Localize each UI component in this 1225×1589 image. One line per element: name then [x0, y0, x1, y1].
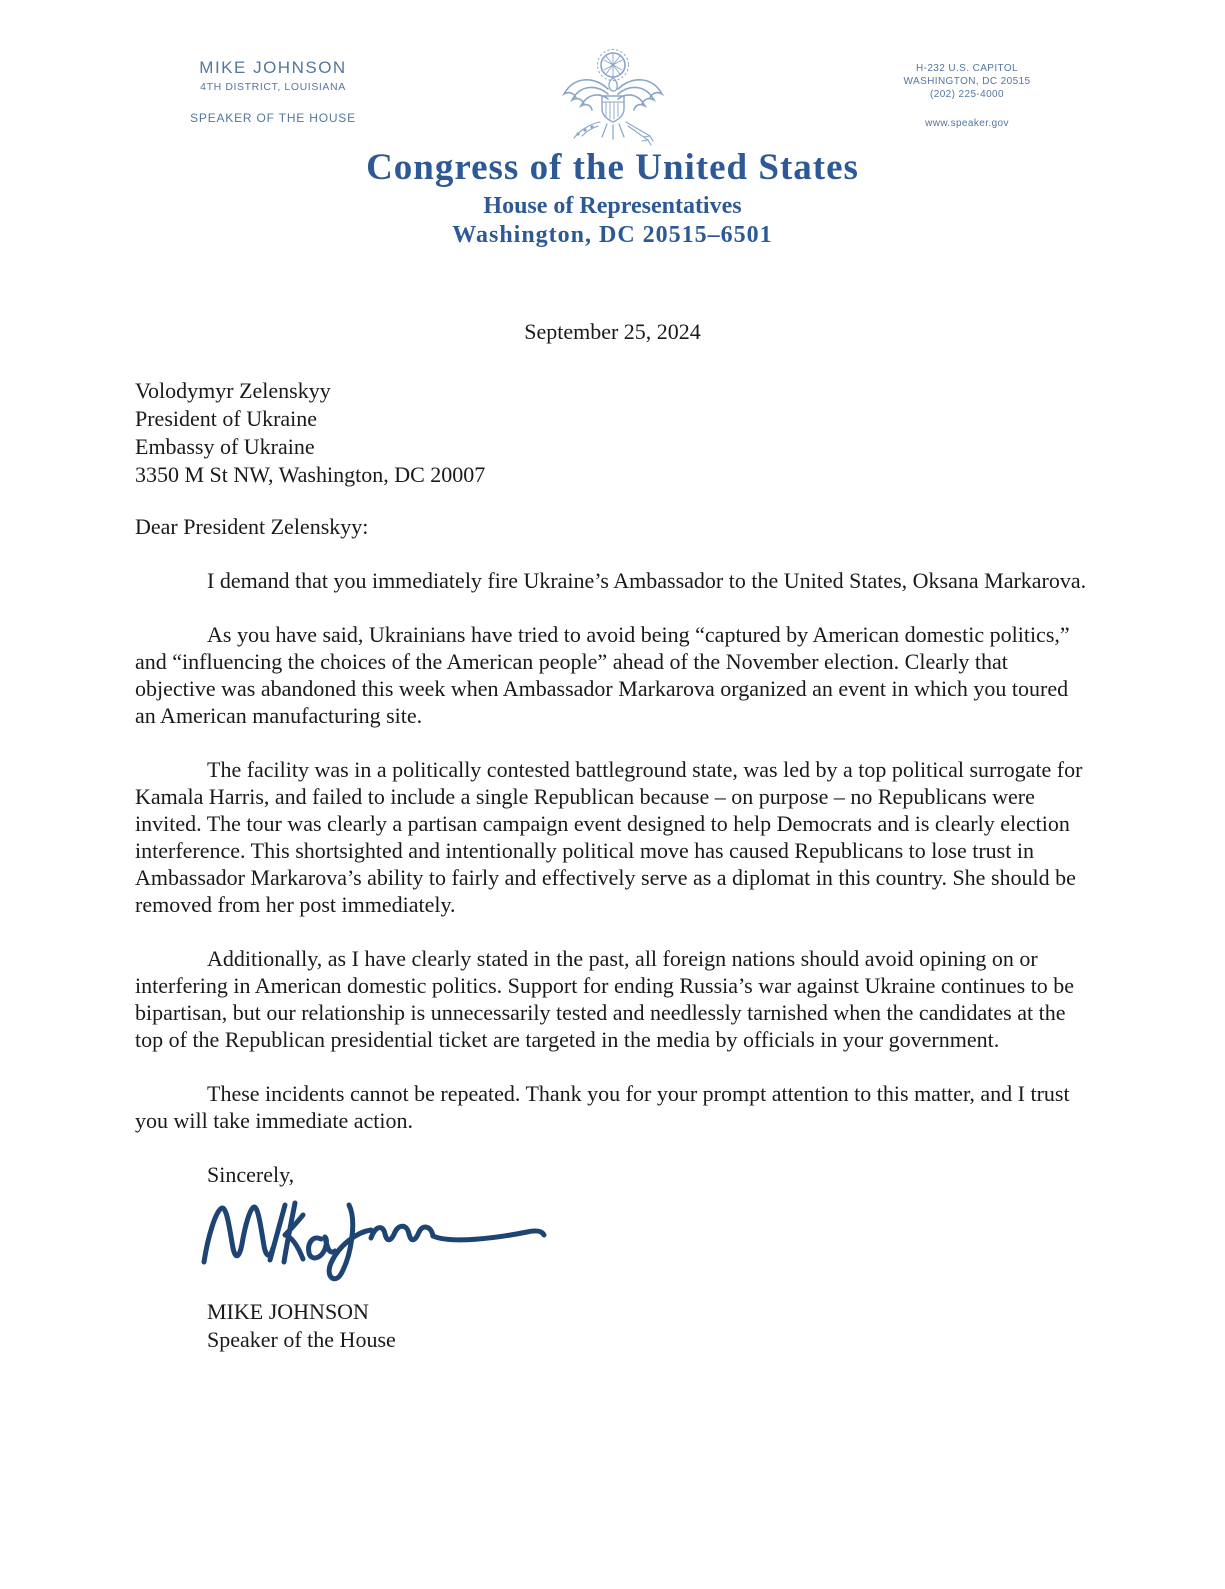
recipient-name: Volodymyr Zelenskyy: [135, 378, 331, 403]
letterhead-left-block: [168, 58, 378, 125]
recipient-title: President of Ukraine: [135, 406, 318, 431]
speaker-website: www.speaker.gov: [925, 118, 1009, 129]
great-seal-eagle-icon: [554, 48, 672, 153]
recipient-address: 3350 M St NW, Washington, DC 20007: [135, 462, 486, 487]
handwritten-signature-icon: [197, 1198, 1090, 1282]
paragraph-3: The facility was in a politically contested battleground state, was led by a top political surrogate for Kamala Harris, and failed to include a single Republican because – on purpose – no Republicans were invited. The tour was clearly a partisan campaign event designed to help Democrats and is clearly election interference. This shortsighted and intentionally political move has caused Republicans to lose trust in Ambassador Markarova’s ability to fairly and effectively serve as a diplomat in this country. She should be removed from her post immediately.: [135, 757, 1083, 917]
paragraph-4: Additionally, as I have clearly stated in the past, all foreign nations should avoid opining on or interfering in American domestic politics. Support for ending Russia’s war against Ukraine continues to be bipartisan, but our relationship is unnecessarily tested and needlessly tarnished when the candidates at the top of the Republican presidential ticket are targeted in the media by officials in your government.: [135, 946, 1075, 1052]
signer-title: Speaker of the House: [207, 1327, 396, 1352]
office-phone: (202) 225-4000: [930, 89, 1004, 100]
member-role: SPEAKER OF THE HOUSE: [190, 111, 356, 125]
member-district: 4TH DISTRICT, LOUISIANA: [200, 81, 346, 93]
letterhead-right-block: [877, 62, 1057, 130]
letter-date: September 25, 2024: [524, 319, 701, 344]
paragraph-5: These incidents cannot be repeated. Thank you for your prompt attention to this matter, and I trust you will take immediate action.: [135, 1081, 1070, 1133]
closing: Sincerely,: [207, 1162, 295, 1187]
washington-subtitle: Washington, DC 20515–6501: [452, 222, 773, 248]
letterhead: [0, 0, 1225, 258]
office-address-line2: WASHINGTON, DC 20515: [903, 76, 1031, 87]
letterhead-title-block: [0, 146, 1225, 249]
house-subtitle: House of Representatives: [483, 193, 742, 219]
salutation: Dear President Zelenskyy:: [135, 514, 369, 539]
congress-title: Congress of the United States: [366, 147, 859, 188]
paragraph-1: I demand that you immediately fire Ukraine’s Ambassador to the United States, Oksana Markarova.: [207, 568, 1087, 593]
recipient-org: Embassy of Ukraine: [135, 434, 315, 459]
recipient-block: [135, 377, 1090, 489]
signer-name: MIKE JOHNSON: [207, 1299, 369, 1324]
paragraph-2: As you have said, Ukrainians have tried to avoid being “captured by American domestic politics,” and “influencing the choices of the American people” ahead of the November election. Clearly that objective was abandoned this week when Ambassador Markarova organized an event in which you toured an American manufacturing site.: [135, 622, 1070, 728]
office-address-line1: H-232 U.S. CAPITOL: [915, 63, 1019, 74]
member-name: MIKE JOHNSON: [199, 58, 347, 77]
signer-block: [207, 1298, 1090, 1354]
letter-body: [0, 318, 1225, 1354]
